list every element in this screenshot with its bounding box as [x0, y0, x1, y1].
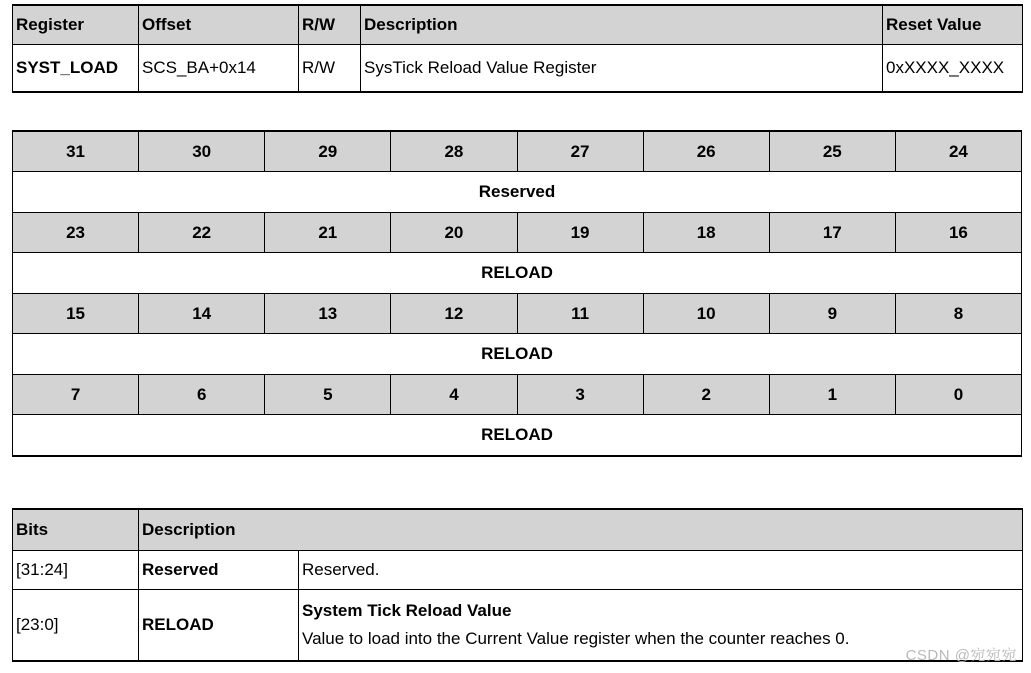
bit-field-name: RELOAD: [13, 253, 1022, 294]
field-name: Reserved: [139, 551, 299, 590]
bit-number: 7: [13, 375, 139, 415]
bit-number: 22: [139, 213, 265, 253]
bit-number: 14: [139, 294, 265, 334]
bit-number: 21: [265, 213, 391, 253]
register-offset: SCS_BA+0x14: [139, 45, 299, 93]
bit-field-name: Reserved: [13, 172, 1022, 213]
register-summary-table: [12, 4, 1023, 93]
header-reset-value: Reset Value: [883, 5, 1023, 45]
bit-number: 31: [13, 131, 139, 172]
bit-number: 2: [643, 375, 769, 415]
watermark: CSDN @宛宛宛: [905, 647, 1017, 664]
bit-number: 3: [517, 375, 643, 415]
bit-number: 17: [769, 213, 895, 253]
register-reset-value: 0xXXXX_XXXX: [883, 45, 1023, 93]
desc-table-header-row: [13, 509, 1023, 551]
bit-number: 0: [895, 375, 1021, 415]
bit-number: 19: [517, 213, 643, 253]
bit-number: 27: [517, 131, 643, 172]
bit-number-row: [13, 213, 1022, 253]
header-rw: R/W: [299, 5, 361, 45]
bit-number-row: [13, 131, 1022, 172]
field-name: RELOAD: [139, 590, 299, 662]
register-description: SysTick Reload Value Register: [361, 45, 883, 93]
bit-layout-table: [12, 130, 1022, 457]
bit-number: 9: [769, 294, 895, 334]
bit-field-row: [13, 172, 1022, 213]
bit-number: 26: [643, 131, 769, 172]
bit-field-name: RELOAD: [13, 334, 1022, 375]
bit-number: 5: [265, 375, 391, 415]
bit-field-row: [13, 334, 1022, 375]
field-row-reload: [13, 590, 1023, 662]
register-table-header-row: [13, 5, 1023, 45]
bit-number: 25: [769, 131, 895, 172]
bit-number: 12: [391, 294, 517, 334]
field-description-text: Value to load into the Current Value register when the counter reaches 0.: [302, 629, 850, 648]
bit-number: 1: [769, 375, 895, 415]
bit-number: 6: [139, 375, 265, 415]
bit-number: 8: [895, 294, 1021, 334]
bit-number: 23: [13, 213, 139, 253]
bit-field-row: [13, 253, 1022, 294]
bit-number: 20: [391, 213, 517, 253]
field-row-reserved: [13, 551, 1023, 590]
field-description-title: System Tick Reload Value: [302, 601, 512, 620]
header-bits: Bits: [13, 509, 139, 551]
bit-field-name: RELOAD: [13, 415, 1022, 457]
register-row: [13, 45, 1023, 93]
bit-number: 11: [517, 294, 643, 334]
register-name: SYST_LOAD: [13, 45, 139, 93]
field-bits: [31:24]: [13, 551, 139, 590]
bit-number: 10: [643, 294, 769, 334]
bit-field-row: [13, 415, 1022, 457]
bit-number: 15: [13, 294, 139, 334]
bit-number-row: [13, 375, 1022, 415]
bit-number: 16: [895, 213, 1021, 253]
bit-number-row: [13, 294, 1022, 334]
field-description: Reserved.: [299, 551, 1023, 590]
bit-number: 30: [139, 131, 265, 172]
header-offset: Offset: [139, 5, 299, 45]
bit-number: 18: [643, 213, 769, 253]
field-bits: [23:0]: [13, 590, 139, 662]
bit-number: 28: [391, 131, 517, 172]
register-rw: R/W: [299, 45, 361, 93]
bit-number: 4: [391, 375, 517, 415]
bit-number: 24: [895, 131, 1021, 172]
header-register: Register: [13, 5, 139, 45]
header-field-description: Description: [139, 509, 1023, 551]
bit-number: 29: [265, 131, 391, 172]
bit-number: 13: [265, 294, 391, 334]
field-description-table: [12, 508, 1023, 662]
header-description: Description: [361, 5, 883, 45]
